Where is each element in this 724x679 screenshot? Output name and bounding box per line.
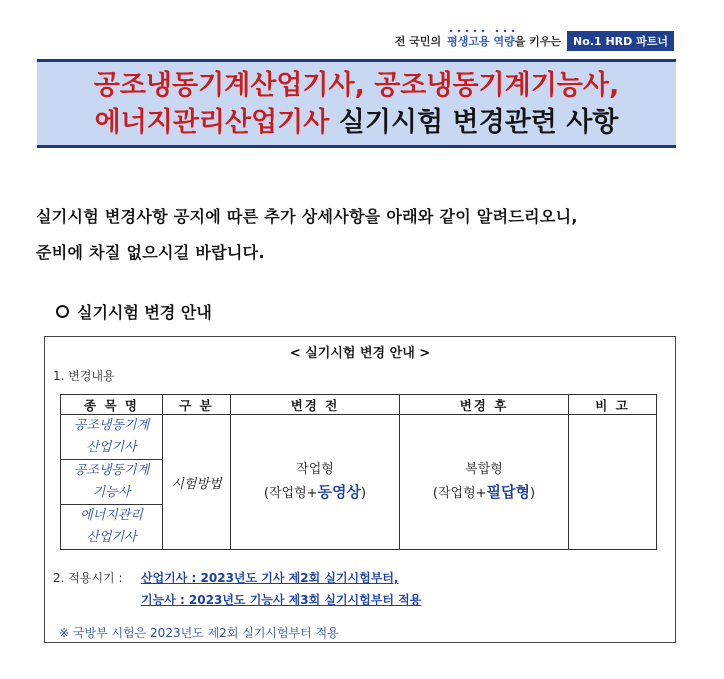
before-cell	[231, 415, 400, 550]
section-heading	[56, 300, 212, 323]
title-line-1: 공조냉동기계산업기사, 공조냉동기계기능사,	[93, 70, 620, 101]
before-highlight: 동영상	[317, 483, 362, 501]
subject-line: 에너지관리	[80, 508, 143, 523]
circle-bullet-icon	[56, 305, 69, 318]
header-subject: 종 목 명	[61, 395, 163, 415]
method-cell: 시험방법	[163, 415, 231, 550]
brand-tagline	[395, 31, 674, 51]
subject-cell	[61, 460, 163, 505]
before-detail	[231, 481, 399, 505]
title-line-2-dark: 실기시험 변경관련 사항	[338, 107, 619, 138]
before-pre: (작업형+	[263, 486, 318, 501]
remark-cell	[569, 415, 657, 550]
subject-line: 산업기사	[86, 530, 137, 545]
apply-line-2: 기능사 : 2023년도 기능사 제3회 실기시험부터 적용	[141, 593, 422, 607]
table-header-row	[61, 395, 657, 415]
after-highlight: 필답형	[486, 483, 531, 501]
after-pre: (작업형+	[432, 486, 487, 501]
subject-line: 공조냉동기계	[73, 463, 150, 478]
after-cell	[400, 415, 569, 550]
subject-cell	[61, 415, 163, 460]
after-detail	[400, 481, 568, 505]
intro-line-2: 준비에 차질 없으시길 바랍니다.	[36, 243, 265, 262]
section-title: 실기시험 변경 안내	[77, 303, 212, 322]
header-after: 변경 후	[400, 395, 569, 415]
header-category: 구 분	[163, 395, 231, 415]
intro-text	[36, 199, 684, 271]
brand-badge: No.1 HRD 파트너	[567, 31, 674, 51]
brand-prefix: 전 국민의	[394, 35, 442, 48]
panel-title: < 실기시험 변경 안내 >	[289, 346, 431, 361]
subject-line: 산업기사	[86, 440, 137, 455]
page-title	[37, 59, 676, 148]
intro-line-1: 실기시험 변경사항 공지에 따른 추가 상세사항을 아래와 같이 알려드리오니,	[36, 207, 578, 226]
notice-panel	[44, 336, 676, 643]
subject-line: 기능사	[92, 485, 131, 500]
after-post: )	[530, 486, 536, 501]
apply-line-1: 산업기사 : 2023년도 기사 제2회 실기시험부터,	[141, 571, 399, 585]
change-label: 1. 변경내용	[53, 369, 115, 383]
table-row	[61, 415, 657, 460]
brand-highlight-1: 평생고용	[447, 35, 490, 48]
before-main: 작업형	[296, 462, 334, 477]
change-table	[60, 394, 657, 550]
before-post: )	[361, 486, 367, 501]
apply-period	[53, 567, 421, 611]
header-remark: 비 고	[569, 395, 657, 415]
brand-suffix: 을 키우는	[514, 35, 562, 48]
title-line-2-red: 에너지관리산업기사	[94, 107, 330, 138]
subject-cell	[61, 505, 163, 550]
subject-line: 공조냉동기계	[73, 418, 150, 433]
after-main: 복합형	[465, 462, 503, 477]
header-before: 변경 전	[231, 395, 400, 415]
brand-highlight-2: 역량	[493, 35, 515, 48]
footnote: ※ 국방부 시험은 2023년도 제2회 실기시험부터 적용	[59, 626, 339, 640]
apply-label: 2. 적용시기 :	[53, 571, 123, 585]
